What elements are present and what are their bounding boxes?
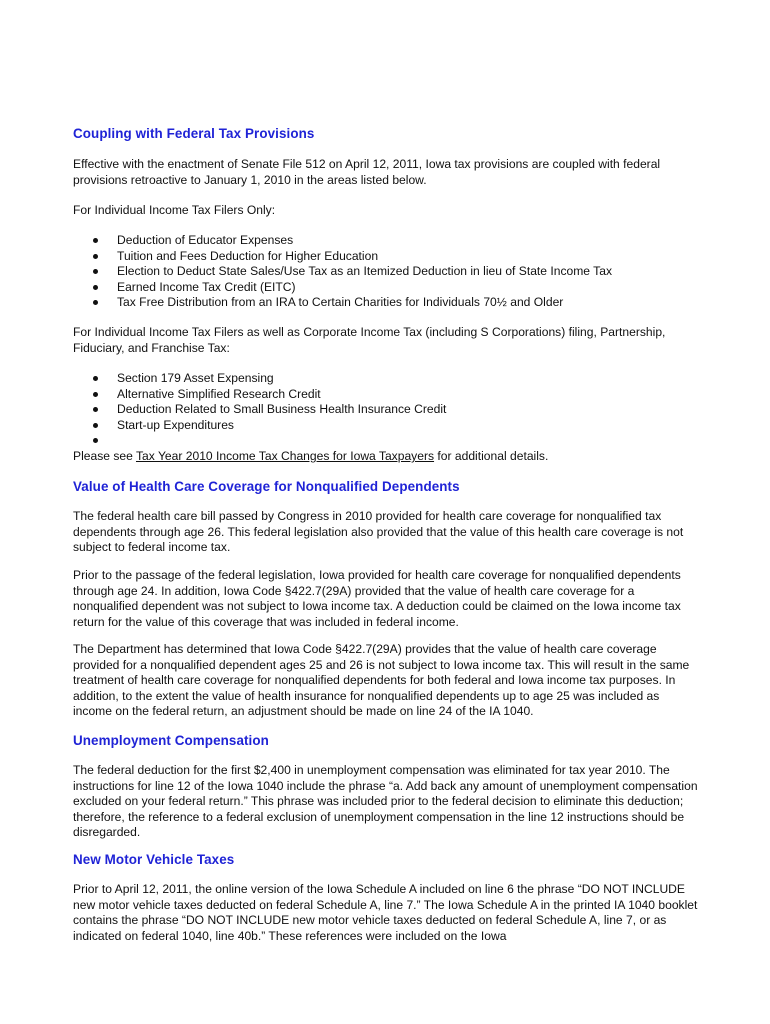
bullet-icon [93,407,98,412]
motor-vehicle-paragraph: Prior to April 12, 2011, the online version of the Iowa Schedule A included on line 6 the phrase “DO NOT INCLUDE new motor vehicle taxes deducted on federal Schedule A, line 7.” The Iowa Schedule A in the printed IA 1040 booklet contains the phrase “DO NOT INCLUDE new motor vehicle taxes deducted on federal Schedule A, line 7, or as indicated on federal 1040, line 40b.” These references were included on the Iowa [73,882,698,943]
health-care-paragraph-2: Prior to the passage of the federal legislation, Iowa provided for health care coverage for nonqualified dependents through age 24. In addition, Iowa Code §422.7(29A) provided that the value of health care coverage for a nonqualified dependent was not subject to Iowa income tax. A deduction could be claimed on the Iowa income tax return for the value of this coverage that was included in federal income. [73,568,681,629]
section-heading-motor-vehicle: New Motor Vehicle Taxes [73,852,235,867]
list-item: Start-up Expenditures [73,418,446,434]
list-item: Alternative Simplified Research Credit [73,387,446,403]
bullet-icon [93,238,98,243]
bullet-icon [93,269,98,274]
health-care-paragraph-1: The federal health care bill passed by Congress in 2010 provided for health care coverage for nonqualified tax dependents through age 26. This federal legislation also provided that the value of this health care coverage is not subject to federal income tax. [73,509,684,554]
individual-filers-list [73,233,612,311]
see-details-line: Please see Tax Year 2010 Income Tax Changes for Iowa Taxpayers for additional details. [73,449,549,463]
bullet-icon [93,376,98,381]
unemployment-paragraph: The federal deduction for the first $2,400 in unemployment compensation was eliminated for tax year 2010. The instructions for line 12 of the Iowa 1040 include the phrase “a. Add back any amount of unemployment compensation excluded on your federal return.” This phrase was included prior to the federal decision to eliminate this deduction; therefore, the reference to a federal exclusion of unemployment compensation in the line 12 instructions should be disregarded. [73,763,698,839]
section-heading-unemployment: Unemployment Compensation [73,733,269,748]
bullet-icon [93,254,98,259]
section-heading-coupling: Coupling with Federal Tax Provisions [73,126,315,141]
corporate-filers-list [73,371,446,449]
bullet-icon [93,300,98,305]
bullet-icon [93,285,98,290]
list-item: Election to Deduct State Sales/Use Tax as an Itemized Deduction in lieu of State Income Tax [73,264,612,280]
list-item [73,433,446,449]
section-heading-health-care: Value of Health Care Coverage for Nonqualified Dependents [73,479,460,494]
list-item: Deduction Related to Small Business Health Insurance Credit [73,402,446,418]
bullet-icon [93,392,98,397]
list-item: Earned Income Tax Credit (EITC) [73,280,612,296]
list-item: Deduction of Educator Expenses [73,233,612,249]
bullet-icon [93,438,98,443]
tax-changes-link[interactable]: Tax Year 2010 Income Tax Changes for Iowa Taxpayers [135,449,435,463]
individual-filers-label: For Individual Income Tax Filers Only: [73,203,276,217]
health-care-paragraph-3: The Department has determined that Iowa Code §422.7(29A) provides that the value of health care coverage provided for a nonqualified dependent ages 25 and 26 is not subject to Iowa income tax. This will result in the same treatment of health care coverage for nonqualified dependents for both federal and Iowa income tax purposes. In addition, to the extent the value of health insurance for nonqualified dependents up to age 25 was included as income on the federal return, an adjustment should be made on line 24 of the IA 1040. [73,642,690,718]
list-item: Tax Free Distribution from an IRA to Certain Charities for Individuals 70½ and Older [73,295,612,311]
list-item: Tuition and Fees Deduction for Higher Education [73,249,612,265]
corporate-filers-label: For Individual Income Tax Filers as well as Corporate Income Tax (including S Corporations) filing, Partnership, Fiduciary, and Franchise Tax: [73,325,666,355]
list-item: Section 179 Asset Expensing [73,371,446,387]
coupling-intro: Effective with the enactment of Senate File 512 on April 12, 2011, Iowa tax provisions are coupled with federal provisions retroactive to January 1, 2010 in the areas listed below. [73,157,661,187]
bullet-icon [93,423,98,428]
